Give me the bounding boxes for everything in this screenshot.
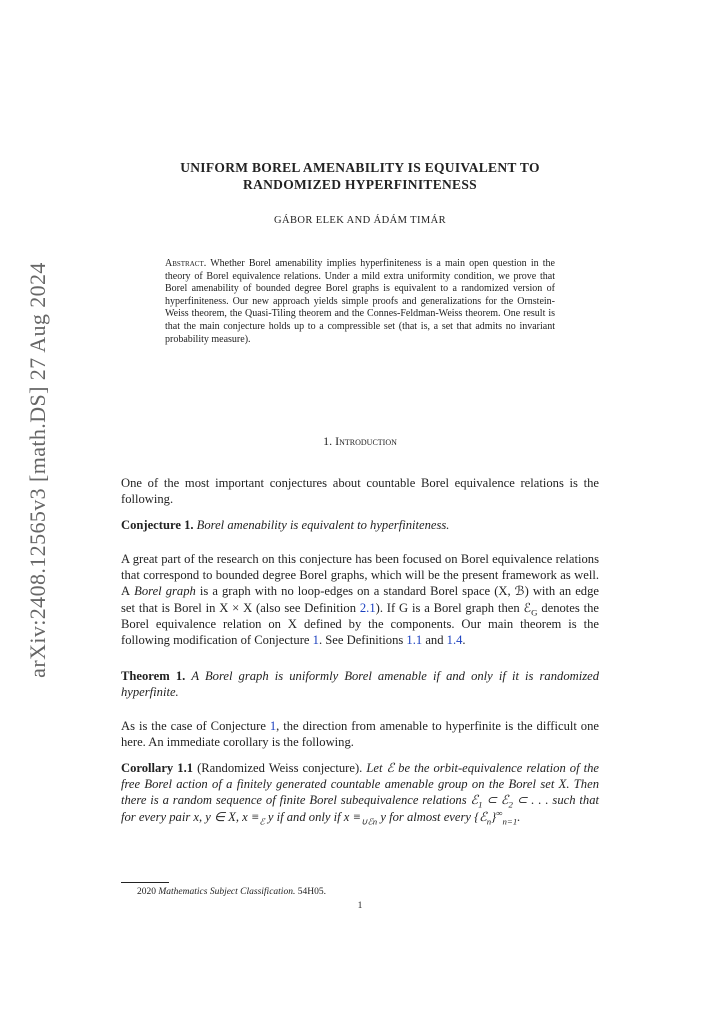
p5-text-b: , the direction from amenable to hyperfinite is the difficult one here. An immediate corollary is the following. <box>121 719 599 750</box>
theorem-text: A Borel graph is uniformly Borel amenable if and only if it is randomized hyperfinite. <box>121 669 600 700</box>
section-title: Introduction <box>335 434 397 448</box>
conjecture-1 <box>121 517 599 533</box>
footnote-msc <box>137 887 326 897</box>
theorem-label: Theorem 1. <box>121 669 186 683</box>
cor-text-5: y for almost every {ℰ <box>380 809 487 824</box>
cor-text-1: Let ℰ be the orbit-equivalence relation of the free Borel action of a finitely generated countable amenable group on the Borel set X. Then there is a random sequence of finite Borel subequivalence relations ℰ <box>121 761 600 808</box>
footnote-code: 54H05. <box>297 887 326 897</box>
p3-text-c: is a graph with no loop-edges on a standard Borel space (X, ℬ) with an edge set that is Borel in X × X (also see Definition <box>121 584 599 615</box>
cor-sub-4: ∪ℰn <box>361 816 378 827</box>
abstract <box>165 258 555 346</box>
ref-conjecture-1-b[interactable]: 1 <box>269 719 277 733</box>
p3-text-d: ). If G is a Borel graph then ℰ <box>375 600 532 615</box>
cor-text-7: . <box>517 809 521 824</box>
cor-text-4: y if and only if x ≡ <box>267 809 362 824</box>
ref-definition-1-1[interactable]: 1.1 <box>406 633 423 648</box>
title-line-2: RANDOMIZED HYPERFINITENESS <box>243 177 477 192</box>
p5-text-a: As is the case of Conjecture <box>121 719 266 733</box>
cor-text-2: ⊂ ℰ <box>486 793 509 808</box>
intro-paragraph-1: One of the most important conjectures about countable Borel equivalence relations is the following. <box>121 476 599 507</box>
corollary-label: Corollary 1.1 <box>121 761 194 775</box>
ref-definition-1-4[interactable]: 1.4 <box>446 633 463 648</box>
cor-sub-1: 1 <box>478 799 483 810</box>
paper-title <box>120 159 600 193</box>
corollary-paren: (Randomized Weiss conjecture). <box>197 761 363 775</box>
p3-text-e: denotes the Borel equivalence relation on X defined by the components. Our main theorem is the following modification of Conjecture <box>121 600 600 648</box>
p3-text-g: and <box>425 633 444 648</box>
cor-text-3: ⊂ . . . such that for every pair x, y ∈ X, x ≡ <box>121 793 600 824</box>
corollary-1-1 <box>121 760 599 825</box>
p3-text-f: . See Definitions <box>318 633 404 648</box>
arxiv-identifier: arXiv:2408.12565v3 [math.DS] 27 Aug 2024 <box>25 262 50 678</box>
intro-paragraph-3 <box>121 718 599 750</box>
arxiv-sidebar-stamp <box>14 262 62 678</box>
theorem-1 <box>121 668 599 700</box>
ref-definition-2-1[interactable]: 2.1 <box>359 600 376 615</box>
ref-conjecture-1[interactable]: 1 <box>312 633 319 648</box>
page-number: 1 <box>357 901 363 911</box>
cor-sub-3: ℰ <box>259 816 265 827</box>
cor-sub-2: 2 <box>508 799 513 810</box>
conjecture-text: Borel amenability is equivalent to hyperfiniteness. <box>196 518 450 532</box>
cor-sub-n1: n=1 <box>502 816 518 827</box>
section-heading-introduction <box>120 434 600 449</box>
intro-paragraph-2 <box>121 551 599 648</box>
cor-sup-infinity: ∞ <box>496 807 503 818</box>
footnote-rule <box>121 882 169 883</box>
cor-text-6: } <box>491 809 497 824</box>
p3-sub-g: G <box>531 607 538 618</box>
abstract-text: Whether Borel amenability implies hyperfiniteness is a main open question in the theory of Borel equivalence relations. Under a mild extra uniformity condition, we prove that Borel amenability of bounded degree Borel graphs is equivalent to a randomized version of hyperfiniteness. Our new approach yields simple proofs and generalizations for the Ornstein-Weiss theorem, the Quasi-Tiling theorem and the Connes-Feldman-Weiss theorem. One result is that the main conjecture holds up to a compressible set (that is, a set that admits no invariant probability measure). <box>165 258 555 345</box>
footnote-year: 2020 <box>137 887 156 897</box>
section-number: 1. <box>323 434 333 448</box>
p3-text-h: . <box>462 633 466 648</box>
p3-term-borel-graph: Borel graph <box>134 584 196 599</box>
conjecture-label: Conjecture 1. <box>121 518 194 532</box>
paper-authors: GÁBOR ELEK AND ÁDÁM TIMÁR <box>274 215 446 226</box>
abstract-label: Abstract. <box>165 258 207 269</box>
p3-text-a: A great part of the research on this conjecture has been focused on Borel equivalence relations that correspond to bounded degree Borel graphs, which will be the present framework as well. A <box>121 552 599 599</box>
title-line-1: UNIFORM BOREL AMENABILITY IS EQUIVALENT TO <box>180 160 540 175</box>
footnote-label: Mathematics Subject Classification. <box>158 887 296 897</box>
cor-sub-5: n <box>486 816 492 827</box>
